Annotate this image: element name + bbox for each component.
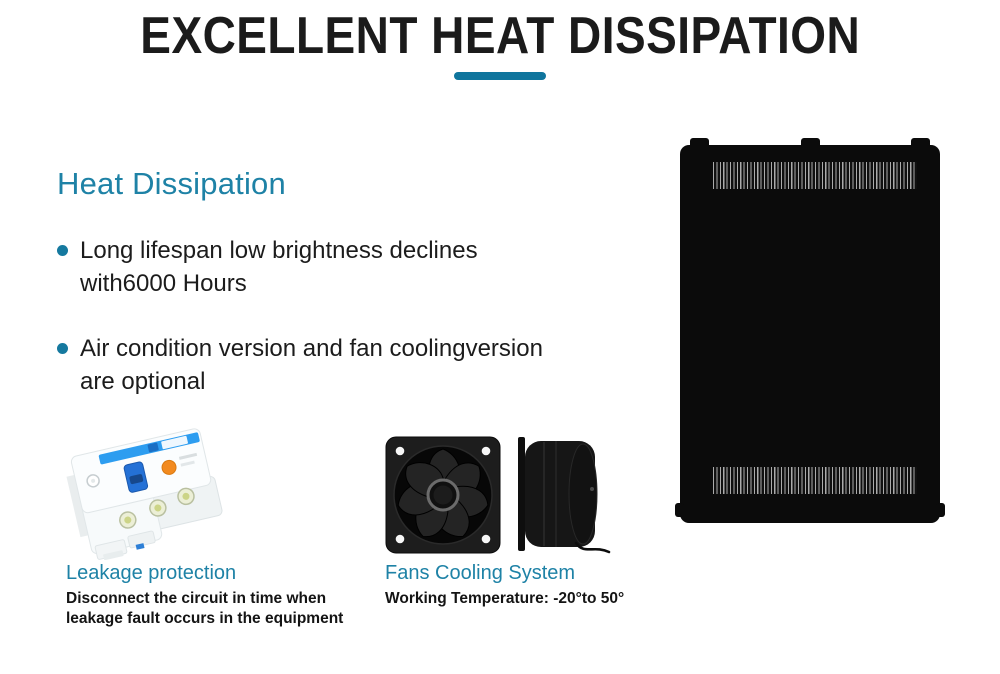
bullet-dot-icon [57,343,68,354]
section-heading: Heat Dissipation [57,166,286,201]
feature-description-line: Disconnect the circuit in time when [66,590,327,607]
feature-description [385,589,624,609]
bullet-line: with6000 Hours [80,270,247,297]
bullet-dot-icon [57,245,68,256]
feature-description [66,589,343,629]
panel-foot [675,503,684,517]
panel-foot [936,503,945,517]
panel-mounting-tab [690,138,709,147]
bullet-item-cooling-options [57,332,543,398]
feature-title-fans-cooling: Fans Cooling System [385,562,576,584]
feature-title-leakage-protection: Leakage protection [66,562,237,584]
bullet-item-lifespan [57,234,478,300]
circuit-breaker-image [50,425,245,560]
panel-mounting-tab [801,138,820,147]
header [0,4,1000,64]
cabinet-back-panel-image [680,145,940,523]
bullet-line: Air condition version and fan coolingversion [80,335,543,362]
cooling-fan-image [376,423,612,561]
bullet-text [80,332,543,398]
feature-description-line: Working Temperature: -20°to 50° [385,590,625,607]
panel-mounting-tab [911,138,930,147]
feature-description-line: leakage fault occurs in the equipment [66,610,344,627]
bullet-line: Long lifespan low brightness declines [80,237,478,264]
ventilation-grille-top [713,162,917,189]
bullet-line: are optional [80,368,206,395]
page-title: EXCELLENT HEAT DISSIPATION [140,6,860,65]
ventilation-grille-bottom [713,467,917,494]
bullet-text [80,234,478,300]
title-underline [454,72,546,80]
